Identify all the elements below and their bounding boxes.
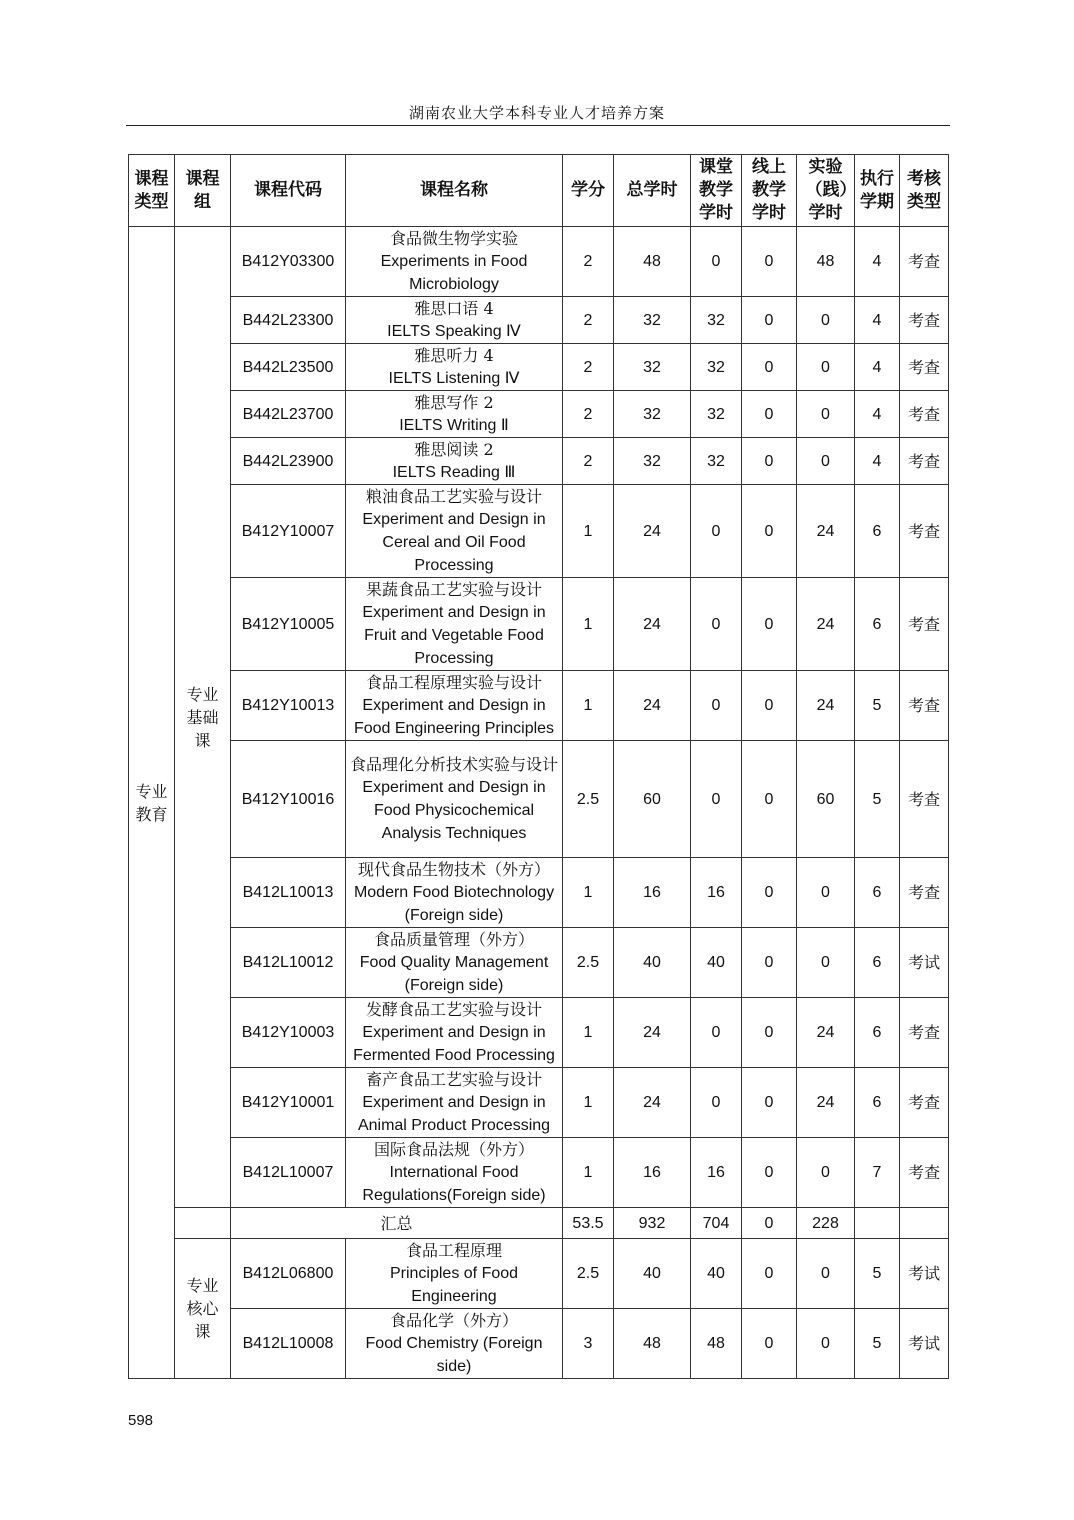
table-row — [129, 998, 949, 1068]
table-row — [129, 485, 949, 578]
course-name — [346, 998, 563, 1068]
course-name-en: Food Chemistry (Foreign side) — [365, 1335, 543, 1375]
course-online: 0 — [742, 671, 797, 741]
course-assess: 考查 — [900, 741, 949, 858]
course-total: 32 — [614, 391, 691, 438]
course-code: B442L23700 — [231, 391, 346, 438]
header-rule — [126, 125, 950, 126]
summary-row — [129, 1208, 949, 1239]
course-class: 0 — [691, 998, 742, 1068]
summary-lab: 228 — [797, 1208, 855, 1239]
course-class: 40 — [691, 1239, 742, 1309]
course-code: B412L10008 — [231, 1309, 346, 1379]
course-name-en: Experiment and Design in Food Physicochemical Analysis Techniques — [362, 779, 546, 842]
course-code: B412Y10001 — [231, 1068, 346, 1138]
course-name-en: IELTS Reading Ⅲ — [392, 464, 516, 481]
course-total: 24 — [614, 671, 691, 741]
header-course-name: 课程名称 — [346, 155, 563, 227]
course-total: 16 — [614, 1138, 691, 1208]
course-code: B412Y10003 — [231, 998, 346, 1068]
course-assess: 考查 — [900, 297, 949, 344]
course-name-en: Principles of Food Engineering — [389, 1265, 519, 1305]
course-code: B412Y03300 — [231, 227, 346, 297]
course-class: 48 — [691, 1309, 742, 1379]
header-credit: 学分 — [563, 155, 614, 227]
table-row — [129, 391, 949, 438]
header-course-code: 课程代码 — [231, 155, 346, 227]
course-assess: 考查 — [900, 438, 949, 485]
course-lab: 0 — [797, 928, 855, 998]
course-name-zh: 畜产食品工艺实验与设计 — [365, 1070, 542, 1089]
course-class: 32 — [691, 297, 742, 344]
course-code: B412L10012 — [231, 928, 346, 998]
course-assess: 考查 — [900, 1138, 949, 1208]
course-total: 48 — [614, 1309, 691, 1379]
page-number: 598 — [128, 1412, 154, 1429]
course-assess: 考试 — [900, 1309, 949, 1379]
table-row — [129, 858, 949, 928]
course-term: 6 — [855, 998, 900, 1068]
course-total: 32 — [614, 438, 691, 485]
course-total: 32 — [614, 297, 691, 344]
course-name — [346, 578, 563, 671]
table-row — [129, 344, 949, 391]
summary-online: 0 — [742, 1208, 797, 1239]
course-term: 4 — [855, 438, 900, 485]
course-term: 4 — [855, 344, 900, 391]
course-name-zh: 国际食品法规（外方） — [373, 1140, 534, 1159]
course-code: B442L23300 — [231, 297, 346, 344]
course-credit: 2 — [563, 438, 614, 485]
course-online: 0 — [742, 741, 797, 858]
course-lab: 24 — [797, 1068, 855, 1138]
course-name-zh: 食品工程原理实验与设计 — [365, 673, 542, 692]
course-name — [346, 485, 563, 578]
course-class: 0 — [691, 741, 742, 858]
header-lab-hours: 实验（践）学时 — [797, 155, 855, 227]
course-lab: 0 — [797, 344, 855, 391]
course-name-zh: 食品微生物学实验 — [389, 229, 518, 248]
course-term: 6 — [855, 578, 900, 671]
course-class: 0 — [691, 578, 742, 671]
table-row — [129, 227, 949, 297]
course-credit: 1 — [563, 578, 614, 671]
course-term: 5 — [855, 671, 900, 741]
course-lab: 0 — [797, 1309, 855, 1379]
course-name — [346, 297, 563, 344]
course-online: 0 — [742, 485, 797, 578]
header-term: 执行学期 — [855, 155, 900, 227]
course-class: 0 — [691, 671, 742, 741]
course-total: 32 — [614, 344, 691, 391]
course-lab: 0 — [797, 1239, 855, 1309]
course-code: B442L23500 — [231, 344, 346, 391]
course-assess: 考查 — [900, 344, 949, 391]
table-row — [129, 578, 949, 671]
course-code: B412Y10013 — [231, 671, 346, 741]
course-credit: 1 — [563, 998, 614, 1068]
page-header-title: 湖南农业大学本科专业人才培养方案 — [408, 104, 665, 122]
header-total-hours: 总学时 — [614, 155, 691, 227]
course-assess: 考查 — [900, 578, 949, 671]
course-name — [346, 671, 563, 741]
course-name-zh: 雅思写作 2 — [414, 393, 494, 412]
table-row — [129, 1309, 949, 1379]
course-name — [346, 438, 563, 485]
summary-label: 汇总 — [231, 1208, 563, 1239]
course-name-zh: 雅思口语 4 — [414, 299, 494, 318]
course-code: B412Y10016 — [231, 741, 346, 858]
course-term: 4 — [855, 297, 900, 344]
course-assess: 考试 — [900, 1239, 949, 1309]
course-name-en: IELTS Listening Ⅳ — [388, 370, 520, 387]
course-online: 0 — [742, 438, 797, 485]
course-total: 24 — [614, 1068, 691, 1138]
header-online-hours: 线上教学学时 — [742, 155, 797, 227]
course-online: 0 — [742, 1138, 797, 1208]
summary-credit: 53.5 — [563, 1208, 614, 1239]
course-name-zh: 现代食品生物技术（外方） — [357, 860, 550, 879]
course-credit: 3 — [563, 1309, 614, 1379]
table-row — [129, 1239, 949, 1309]
course-term: 5 — [855, 1309, 900, 1379]
course-lab: 24 — [797, 578, 855, 671]
course-credit: 1 — [563, 1068, 614, 1138]
table-row — [129, 1138, 949, 1208]
course-name-zh: 发酵食品工艺实验与设计 — [365, 1000, 542, 1019]
table-row — [129, 671, 949, 741]
course-code: B412L10013 — [231, 858, 346, 928]
course-name-zh: 食品质量管理（外方） — [373, 930, 534, 949]
course-class: 0 — [691, 485, 742, 578]
course-name — [346, 928, 563, 998]
course-assess: 考查 — [900, 391, 949, 438]
course-code: B442L23900 — [231, 438, 346, 485]
course-lab: 48 — [797, 227, 855, 297]
course-term: 6 — [855, 485, 900, 578]
course-online: 0 — [742, 1239, 797, 1309]
course-class: 32 — [691, 438, 742, 485]
course-lab: 0 — [797, 858, 855, 928]
course-name-zh: 食品工程原理 — [405, 1241, 502, 1260]
course-name-en: Experiment and Design in Cereal and Oil Food Processing — [362, 511, 546, 574]
course-term: 4 — [855, 391, 900, 438]
course-name-en: Food Quality Management (Foreign side) — [359, 954, 549, 994]
course-assess: 考查 — [900, 1068, 949, 1138]
course-term: 6 — [855, 1068, 900, 1138]
course-class: 0 — [691, 227, 742, 297]
course-credit: 2.5 — [563, 741, 614, 858]
course-name-zh: 雅思听力 4 — [414, 346, 494, 365]
course-class: 40 — [691, 928, 742, 998]
course-name — [346, 391, 563, 438]
course-online: 0 — [742, 1068, 797, 1138]
course-total: 24 — [614, 578, 691, 671]
course-name — [346, 1068, 563, 1138]
table-row — [129, 438, 949, 485]
course-assess: 考查 — [900, 671, 949, 741]
course-total: 24 — [614, 998, 691, 1068]
course-lab: 24 — [797, 485, 855, 578]
table-row — [129, 741, 949, 858]
course-name-en: Experiment and Design in Fruit and Vegetable Food Processing — [362, 604, 546, 667]
course-assess: 考试 — [900, 928, 949, 998]
course-name-en: IELTS Speaking Ⅳ — [387, 323, 521, 340]
course-credit: 1 — [563, 1138, 614, 1208]
course-class: 16 — [691, 1138, 742, 1208]
course-online: 0 — [742, 391, 797, 438]
course-lab: 60 — [797, 741, 855, 858]
course-code: B412Y10007 — [231, 485, 346, 578]
course-name-zh: 雅思阅读 2 — [414, 440, 494, 459]
summary-class: 704 — [691, 1208, 742, 1239]
course-assess: 考查 — [900, 858, 949, 928]
course-lab: 24 — [797, 998, 855, 1068]
course-term: 7 — [855, 1138, 900, 1208]
course-name-en: Modern Food Biotechnology (Foreign side) — [353, 884, 555, 924]
course-name-zh: 食品化学（外方） — [389, 1311, 518, 1330]
course-total: 24 — [614, 485, 691, 578]
course-name-en: Experiment and Design in Food Engineering Principles — [353, 697, 555, 737]
course-type-cell: 专业教育 — [129, 227, 175, 1379]
course-credit: 2.5 — [563, 928, 614, 998]
table-row — [129, 1068, 949, 1138]
course-lab: 0 — [797, 438, 855, 485]
course-credit: 1 — [563, 485, 614, 578]
course-name-en: Experiments in Food Microbiology — [380, 253, 528, 293]
header-course-group: 课程组 — [175, 155, 231, 227]
course-code: B412L06800 — [231, 1239, 346, 1309]
course-credit: 1 — [563, 671, 614, 741]
course-total: 40 — [614, 1239, 691, 1309]
summary-total: 932 — [614, 1208, 691, 1239]
summary-empty-group — [175, 1208, 231, 1239]
course-name-en: Experiment and Design in Animal Product Processing — [357, 1094, 551, 1134]
course-term: 6 — [855, 928, 900, 998]
course-class: 32 — [691, 344, 742, 391]
course-lab: 24 — [797, 671, 855, 741]
course-credit: 1 — [563, 858, 614, 928]
course-term: 5 — [855, 1239, 900, 1309]
course-online: 0 — [742, 998, 797, 1068]
course-name — [346, 1239, 563, 1309]
course-name-en: IELTS Writing Ⅱ — [399, 417, 509, 434]
course-credit: 2 — [563, 297, 614, 344]
course-class: 16 — [691, 858, 742, 928]
course-total: 48 — [614, 227, 691, 297]
summary-empty-term — [855, 1208, 900, 1239]
course-name-en: International Food Regulations(Foreign side) — [362, 1164, 546, 1204]
course-total: 16 — [614, 858, 691, 928]
header-assessment: 考核类型 — [900, 155, 949, 227]
course-assess: 考查 — [900, 227, 949, 297]
course-online: 0 — [742, 344, 797, 391]
course-name — [346, 858, 563, 928]
course-name — [346, 344, 563, 391]
course-class: 0 — [691, 1068, 742, 1138]
course-name — [346, 1309, 563, 1379]
course-online: 0 — [742, 297, 797, 344]
course-group-cell-core: 专业核心课 — [175, 1239, 231, 1379]
course-class: 32 — [691, 391, 742, 438]
course-name-zh: 食品理化分析技术实验与设计 — [349, 755, 558, 774]
course-lab: 0 — [797, 391, 855, 438]
course-code: B412L10007 — [231, 1138, 346, 1208]
course-term: 4 — [855, 227, 900, 297]
course-total: 60 — [614, 741, 691, 858]
course-name-zh: 粮油食品工艺实验与设计 — [365, 487, 542, 506]
header-class-hours: 课堂教学学时 — [691, 155, 742, 227]
table-header-row — [129, 155, 949, 227]
course-code: B412Y10005 — [231, 578, 346, 671]
course-group-cell-basic: 专业基础课 — [175, 227, 231, 1208]
course-assess: 考查 — [900, 485, 949, 578]
course-online: 0 — [742, 858, 797, 928]
course-assess: 考查 — [900, 998, 949, 1068]
header-course-type: 课程类型 — [129, 155, 175, 227]
course-name — [346, 741, 563, 858]
course-name — [346, 1138, 563, 1208]
course-name-en: Experiment and Design in Fermented Food Processing — [353, 1024, 555, 1064]
course-online: 0 — [742, 578, 797, 671]
course-online: 0 — [742, 1309, 797, 1379]
course-lab: 0 — [797, 297, 855, 344]
course-credit: 2 — [563, 391, 614, 438]
table-row — [129, 928, 949, 998]
table-row — [129, 297, 949, 344]
summary-empty-assess — [900, 1208, 949, 1239]
course-name-zh: 果蔬食品工艺实验与设计 — [365, 580, 542, 599]
course-credit: 2 — [563, 344, 614, 391]
course-lab: 0 — [797, 1138, 855, 1208]
course-term: 5 — [855, 741, 900, 858]
course-online: 0 — [742, 928, 797, 998]
course-total: 40 — [614, 928, 691, 998]
curriculum-table — [128, 154, 949, 1379]
course-online: 0 — [742, 227, 797, 297]
course-credit: 2.5 — [563, 1239, 614, 1309]
course-credit: 2 — [563, 227, 614, 297]
course-name — [346, 227, 563, 297]
course-term: 6 — [855, 858, 900, 928]
